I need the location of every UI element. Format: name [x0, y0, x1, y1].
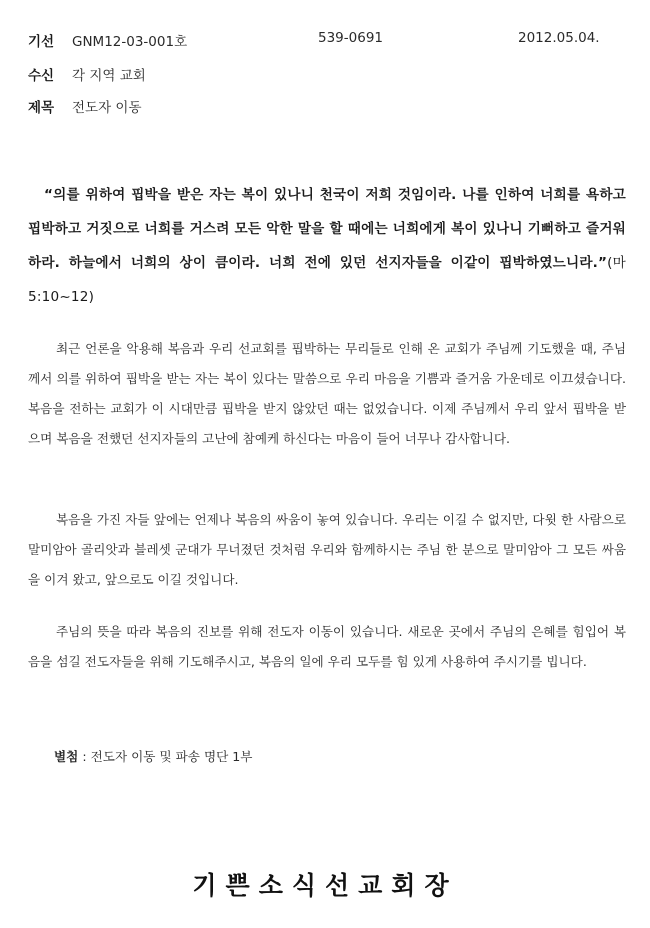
attachment-note	[54, 746, 252, 765]
doc-number: GNM12-03-001호	[72, 34, 188, 50]
body-paragraph: 최근 언론을 악용해 복음과 우리 선교회를 핍박하는 무리들로 인해 온 교회가 주님께 기도했을 때, 주님께서 의를 위하여 핍박을 받는 자는 복이 있다는 말씀으로 우리 마음을 기쁨과 즐거움 가운데로 이끄셨습니다. 복음을 전하는 교회가 이 시대만큼 핍박을 받지 않았던 때는 없었습니다. 이제 주님께서 우리 앞서 핍박을 받으며 복음을 전했던 선지자들의 고난에 참예케 하신다는 마음이 들어 너무나 감사합니다.	[28, 341, 626, 446]
sender-title: 기쁜소식선교회장	[192, 871, 458, 900]
doc-number-row	[28, 30, 187, 50]
scripture-quote-text: “의를 위하여 핍박을 받은 자는 복이 있나니 천국이 저희 것임이라. 나를 인하여 너희를 욕하고 핍박하고 거짓으로 너희를 거스려 모든 악한 말을 할 때에는 너희에게 복이 있나니 기뻐하고 즐거워하라. 하늘에서 너희의 상이 큼이라. 너희 전에 있던 선지자들을 이같이 핍박하였느니라.”	[28, 187, 626, 271]
recipient-label: 수신	[28, 68, 55, 84]
subject-row	[28, 96, 142, 116]
scripture-reference: (마 5:10~12)	[28, 255, 626, 305]
subject-label: 제목	[28, 100, 55, 116]
body-paragraph: 주님의 뜻을 따라 복음의 진보를 위해 전도자 이동이 있습니다. 새로운 곳에서 주님의 은혜를 힘입어 복음을 섬길 전도자들을 위해 기도해주시고, 복음의 일에 우리 모두를 힘 있게 사용하여 주시기를 빕니다.	[28, 624, 626, 669]
recipient: 각 지역 교회	[72, 68, 146, 84]
attachment-text: 전도자 이동 및 파송 명단 1부	[90, 749, 253, 764]
recipient-row	[28, 64, 146, 84]
document-date: 2012.05.04.	[518, 30, 600, 46]
doc-number-label: 기선	[28, 34, 55, 50]
attachment-label: 별첨	[54, 749, 79, 764]
phone-number: 539-0691	[318, 30, 383, 46]
body-paragraph: 복음을 가진 자들 앞에는 언제나 복음의 싸움이 놓여 있습니다. 우리는 이길 수 없지만, 다윗 한 사람으로 말미암아 골리앗과 블레셋 군대가 무너졌던 것처럼 우리와 함께하시는 주님 한 분으로 말미암아 그 모든 싸움을 이겨 왔고, 앞으로도 이길 것입니다.	[28, 512, 626, 587]
subject: 전도자 이동	[72, 100, 142, 116]
scripture-quote	[28, 178, 626, 314]
attachment-separator: :	[82, 749, 91, 764]
